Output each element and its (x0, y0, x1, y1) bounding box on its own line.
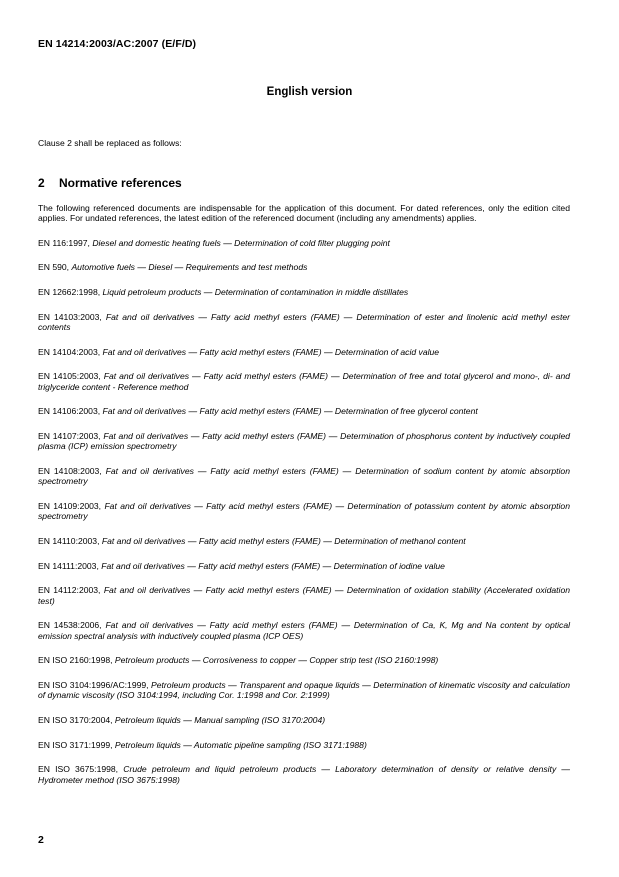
reference-code: EN 14103:2003, (38, 311, 102, 322)
reference-item (38, 585, 570, 606)
reference-title: Automotive fuels — Diesel — Requirements and test methods (71, 262, 308, 273)
reference-code: EN 14108:2003, (38, 465, 102, 476)
reference-item (38, 501, 570, 522)
reference-item (38, 238, 570, 248)
reference-title: Petroleum products — Corrosiveness to copper — Copper strip test (ISO 2160:1998) (114, 655, 439, 666)
reference-code: EN 14104:2003, (38, 346, 101, 357)
section-number: 2 (38, 176, 45, 190)
reference-item (38, 740, 570, 750)
reference-code: EN 14112:2003, (38, 585, 101, 596)
reference-item (38, 347, 570, 357)
reference-item (38, 312, 570, 333)
reference-title: Fat and oil derivatives — Fatty acid methyl esters (FAME) — Determination of potassium content by atomic absorption spectrometry (38, 500, 570, 522)
reference-code: EN ISO 3171:1999, (38, 739, 113, 750)
document-id-header: EN 14214:2003/AC:2007 (E/F/D) (38, 38, 197, 50)
reference-title: Fat and oil derivatives — Fatty acid methyl esters (FAME) — Determination of methanol content (101, 535, 466, 546)
intro-paragraph: The following referenced documents are indispensable for the application of this document. For dated references, only the edition cited applies. For undated references, the latest edition of the referenced document (including any amendments) applies. (38, 203, 570, 224)
reference-item (38, 561, 570, 571)
reference-item (38, 655, 570, 665)
reference-item (38, 764, 570, 785)
reference-code: EN 14111:2003, (38, 560, 99, 571)
reference-title: Diesel and domestic heating fuels — Determination of cold filter plugging point (92, 237, 390, 248)
reference-title: Petroleum liquids — Automatic pipeline sampling (ISO 3171:1988) (114, 739, 367, 750)
reference-title: Fat and oil derivatives — Fatty acid methyl esters (FAME) — Determination of Ca, K, Mg and Na content by optical emission spectral analysis with inductively coupled plasma (ICP OES) (38, 620, 571, 641)
reference-item (38, 287, 570, 297)
reference-code: EN ISO 2160:1998, (38, 655, 113, 666)
version-title: English version (266, 86, 353, 98)
section-title: Normative references (59, 176, 182, 190)
reference-title: Fat and oil derivatives — Fatty acid methyl esters (FAME) — Determination of ester and linolenic acid methyl ester contents (38, 311, 570, 332)
reference-item (38, 262, 570, 272)
reference-item (38, 715, 570, 725)
reference-item (38, 406, 570, 416)
reference-title: Fat and oil derivatives — Fatty acid methyl esters (FAME) — Determination of sodium content by atomic absorption spectrometry (38, 465, 570, 487)
reference-title: Fat and oil derivatives — Fatty acid methyl esters (FAME) — Determination of phosphorus content by inductively coupled plasma (ICP) emission spectrometry (38, 431, 571, 452)
reference-code: EN 12662:1998, (38, 286, 101, 297)
reference-item (38, 620, 570, 641)
reference-code: EN 14109:2003, (38, 500, 102, 511)
page-number: 2 (38, 834, 44, 846)
reference-title: Petroleum liquids — Manual sampling (ISO 3170:2004) (114, 714, 326, 725)
reference-title: Fat and oil derivatives — Fatty acid methyl esters (FAME) — Determination of oxidation stability (Accelerated oxidation test) (38, 585, 571, 606)
reference-code: EN 14538:2006, (38, 620, 102, 631)
reference-code: EN 590, (38, 262, 70, 273)
reference-item (38, 680, 570, 701)
reference-code: EN ISO 3104:1996/AC:1999, (38, 679, 149, 690)
reference-title: Petroleum products — Transparent and opaque liquids — Determination of kinematic viscosity and calculation of dynamic viscosity (ISO 3104:1994, including Cor. 1:1998 and Cor. 2:1999) (38, 679, 571, 701)
reference-code: EN 116:1997, (38, 237, 90, 248)
reference-title: Fat and oil derivatives — Fatty acid methyl esters (FAME) — Determination of acid value (102, 346, 440, 357)
document-body (38, 203, 570, 799)
reference-title: Liquid petroleum products — Determination of contamination in middle distillates (102, 286, 409, 297)
reference-code: EN 14106:2003, (38, 406, 101, 417)
reference-code: EN 14110:2003, (38, 535, 100, 546)
reference-title: Crude petroleum and liquid petroleum products — Laboratory determination of density or relative density — Hydrometer method (ISO 3675:1998) (38, 764, 570, 785)
reference-code: EN ISO 3675:1998, (38, 764, 119, 775)
reference-code: EN 14105:2003, (38, 371, 101, 382)
reference-list (38, 238, 570, 785)
intro-text: Clause 2 shall be replaced as follows: (38, 138, 182, 148)
reference-title: Fat and oil derivatives — Fatty acid methyl esters (FAME) — Determination of iodine value (101, 560, 445, 571)
reference-title: Fat and oil derivatives — Fatty acid methyl esters (FAME) — Determination of free and total glycerol and mono-, di- and triglyceride content - Reference method (38, 371, 571, 392)
reference-item (38, 466, 570, 487)
reference-item (38, 536, 570, 546)
section-heading (38, 176, 182, 190)
reference-code: EN 14107:2003, (38, 431, 101, 441)
reference-item (38, 431, 570, 452)
reference-code: EN ISO 3170:2004, (38, 714, 113, 725)
reference-title: Fat and oil derivatives — Fatty acid methyl esters (FAME) — Determination of free glycerol content (102, 406, 478, 417)
reference-item (38, 371, 570, 392)
